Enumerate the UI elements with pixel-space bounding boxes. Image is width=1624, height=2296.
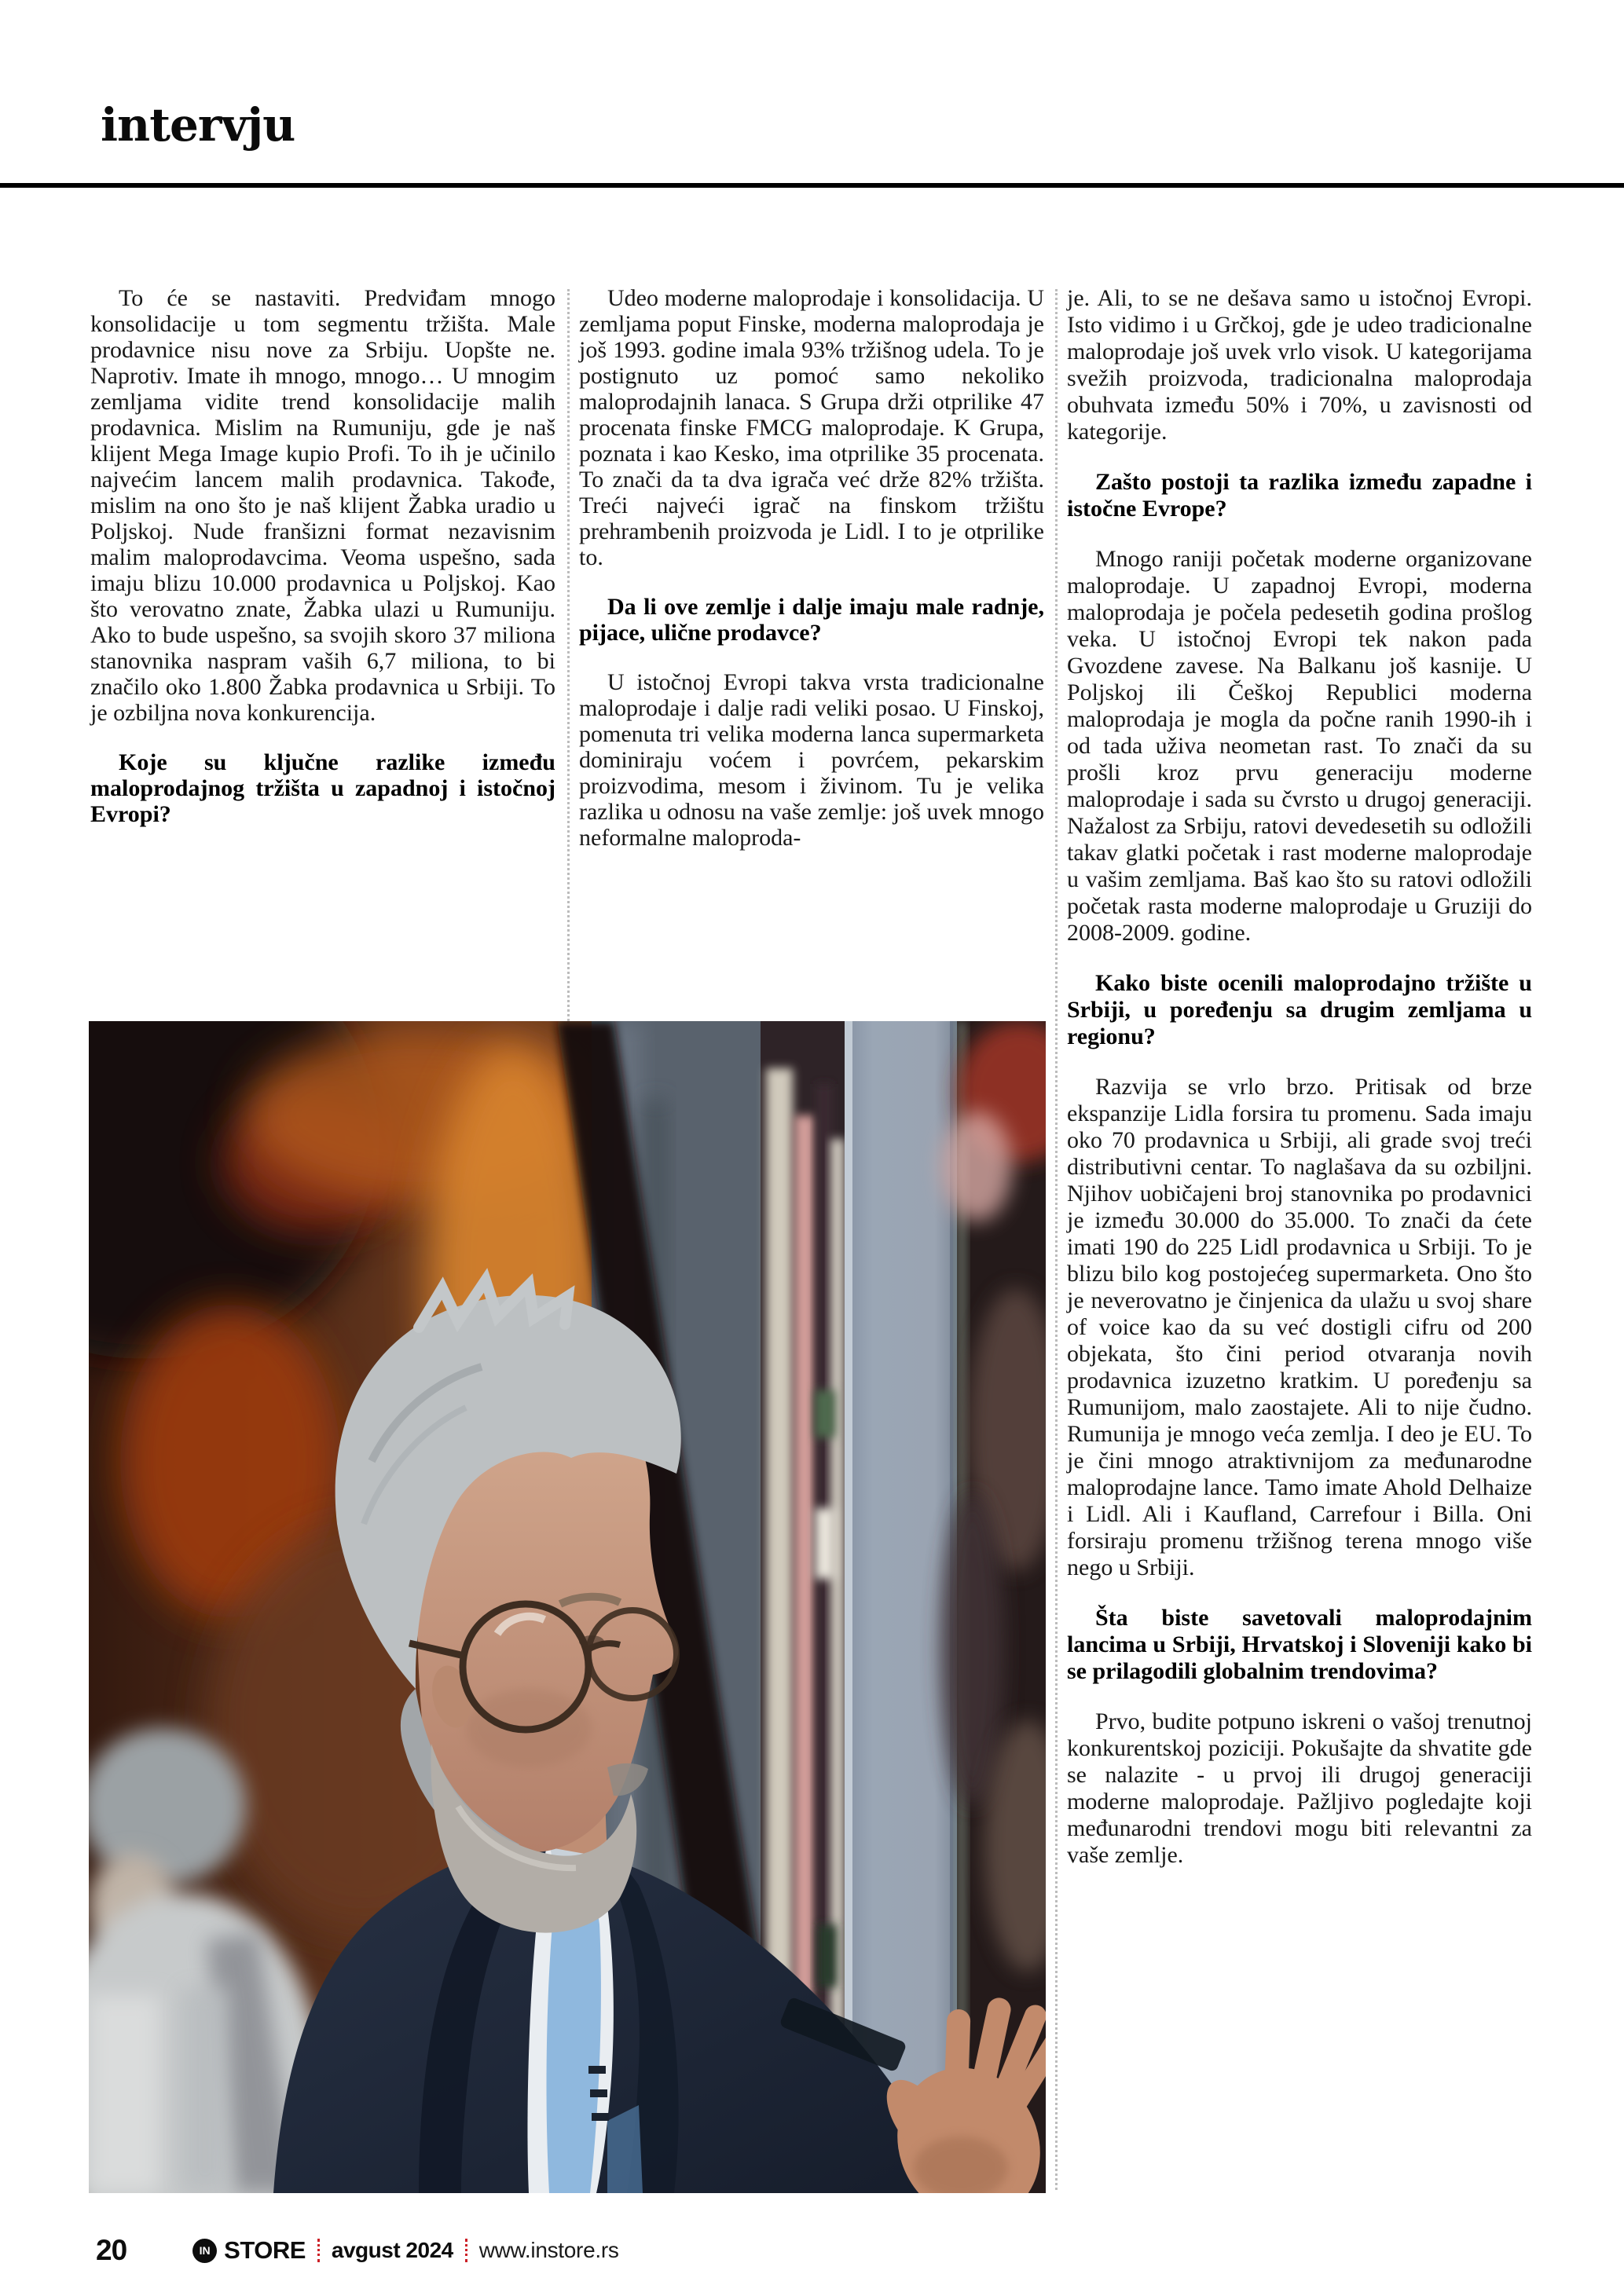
column-separator <box>1055 289 1058 2190</box>
website-url: www.instore.rs <box>478 2238 619 2262</box>
answer-paragraph: Prvo, budite potpuno iskreni o vašoj trenutnoj konkurentskoj poziciji. Pokušajte da shvatite gde se nalazite - u prvoj ili drugoj generaciji moderne maloprodaje. Pažljivo pogledajte koji međunarodni trendovi mogu biti relevantni za vaše zemlje. <box>1067 1708 1532 1868</box>
brand-name: STORE <box>224 2236 306 2264</box>
footer-dotted-separator <box>317 2239 320 2262</box>
article-column-2 <box>579 285 1044 851</box>
answer-paragraph: To će se nastaviti. Predviđam mnogo konsolidacije u tom segmentu tržišta. Male prodavnice nisu nove za Srbiju. Uopšte ne. Naprotiv. Imate ih mnogo, mnogo… U mnogim zemljama vidite trend konsolidacije malih prodavnica. Mislim na Rumuniju, gde je naš klijent Mega Image kupio Profi. To ih je učinilo najvećim lancem malih prodavnica. Takođe, mislim na ono što je naš klijent Žabka uradio u Poljskoj. Nude franšizni format nezavisnim malim maloprodavcima. Veoma uspešno, sada imaju blizu 10.000 prodavnica u Poljskoj. Kao što verovatno znate, Žabka ulazi u Rumuniju. Ako to bude uspešno, sa svojih skoro 37 miliona stanovnika naspram vaših 6,7 miliona, to bi značilo oko 1.800 Žabka prodavnica u Srbiji. To je ozbiljna nova konkurencija. <box>90 285 555 726</box>
issue-date: avgust 2024 <box>331 2238 453 2262</box>
section-label: intervju <box>101 98 295 152</box>
interview-photo <box>89 1021 1046 2193</box>
page-number: 20 <box>96 2234 127 2266</box>
interview-question: Da li ove zemlje i dalje imaju male radnje, pijace, ulične prodavce? <box>579 594 1044 646</box>
article-column-1 <box>90 285 555 851</box>
interview-question: Koje su ključne razlike između maloprodajnog tržišta u zapadnoj i istočnoj Evropi? <box>90 749 555 827</box>
answer-paragraph: Mnogo raniji početak moderne organizovane maloprodaje. U zapadnoj Evropi, moderna maloprodaja je počela pedesetih godina prošlog veka. U istočnoj Evropi tek nakon pada Gvozdene zavese. Na Balkanu još kasnije. U Poljskoj ili Češkoj Republici moderna maloprodaja je mogla da počne ranih 1990-ih i od tada uživa neometan rast. To znači da su prošli kroz prvu generaciju moderne maloprodaje i sada su čvrsto u drugoj generaciji. Nažalost za Srbiju, ratovi devedesetih su odložili takav glatki početak i rast moderne maloprodaje u vašim zemljama. Baš kao što su ratovi odložili početak rasta moderne maloprodaje u Gruziji do 2008-2009. godine. <box>1067 546 1532 946</box>
interview-question: Kako biste ocenili maloprodajno tržište u Srbiji, u poređenju sa drugim zemljama u regionu? <box>1067 970 1532 1049</box>
in-logo-text: IN <box>199 2244 211 2257</box>
answer-paragraph: Udeo moderne maloprodaje i konsolidacija. U zemljama poput Finske, moderna maloprodaja je još 1993. godine imala 93% tržišnog udela. To je postignuto uz pomoć samo nekoliko maloprodajnih lanaca. S Grupa drži otprilike 47 procenata finske FMCG maloprodaje. K Grupa, poznata i kao Kesko, ima otprilike 35 procenata. To znači da ta dva igrača već drže 82% tržišta. Treći najveći igrač na finskom tržištu prehrambenih proizvoda je Lidl. I to je otprilike to. <box>579 285 1044 570</box>
answer-paragraph-continued: je. Ali, to se ne dešava samo u istočnoj Evropi. Isto vidimo i u Grčkoj, gde je udeo tradicionalne maloprodaje još uvek vrlo visok. U kategorijama svežih proizvoda, tradicionalna maloprodaja obuhvata između 50% i 70%, u zavisnosti od kategorije. <box>1067 285 1532 445</box>
in-logo-icon <box>192 2239 217 2263</box>
article-column-3 <box>1067 285 1532 1869</box>
interview-question: Zašto postoji ta razlika između zapadne i istočne Evrope? <box>1067 469 1532 522</box>
header-rule <box>0 183 1624 188</box>
interview-question: Šta biste savetovali maloprodajnim lancima u Srbiji, Hrvatskoj i Sloveniji kako bi se prilagodili globalnim trendovima? <box>1067 1605 1532 1684</box>
footer-dotted-separator <box>465 2239 467 2262</box>
answer-paragraph: Razvija se vrlo brzo. Pritisak od brze ekspanzije Lidla forsira tu promenu. Sada imaju oko 70 prodavnica u Srbiji, ali grade svoj treći distributivni centar. To naglašava da su ozbiljni. Njihov uobičajeni broj stanovnika po prodavnici je između 30.000 do 35.000. To znači da ćete imati 190 do 225 Lidl prodavnica u Srbiji. To je blizu bilo kog postojećeg supermarketa. Ono što je neverovatno je činjenica da ulažu u svoj share of voice kao da su već dostigli cifru od 200 objekata, što čini period otvaranja novih prodavnica izuzetno kratkim. U poređenju sa Rumunijom, malo zaostajete. Ali to nije čudno. Rumunija je mnogo veća zemlja. I deo je EU. To je čini mnogo atraktivnijom za međunarodne maloprodajne lance. Tamo imate Ahold Delhaize i Lidl. Ali i Kaufland, Carrefour i Billa. Oni forsiraju promenu tržišnog terena mnogo više nego u Srbiji. <box>1067 1074 1532 1580</box>
instore-logo <box>192 2236 306 2265</box>
answer-paragraph: U istočnoj Evropi takva vrsta tradicionalne maloprodaje i dalje radi veliki posao. U Finskoj, pomenuta tri velika moderna lanca supermarketa dominiraju voćem i povrćem, pekarskim proizvodima, mesom i živinom. Tu je velika razlika u odnosu na vaše zemlje: još uvek mnogo neformalne maloproda- <box>579 669 1044 851</box>
page-footer <box>96 2232 619 2269</box>
